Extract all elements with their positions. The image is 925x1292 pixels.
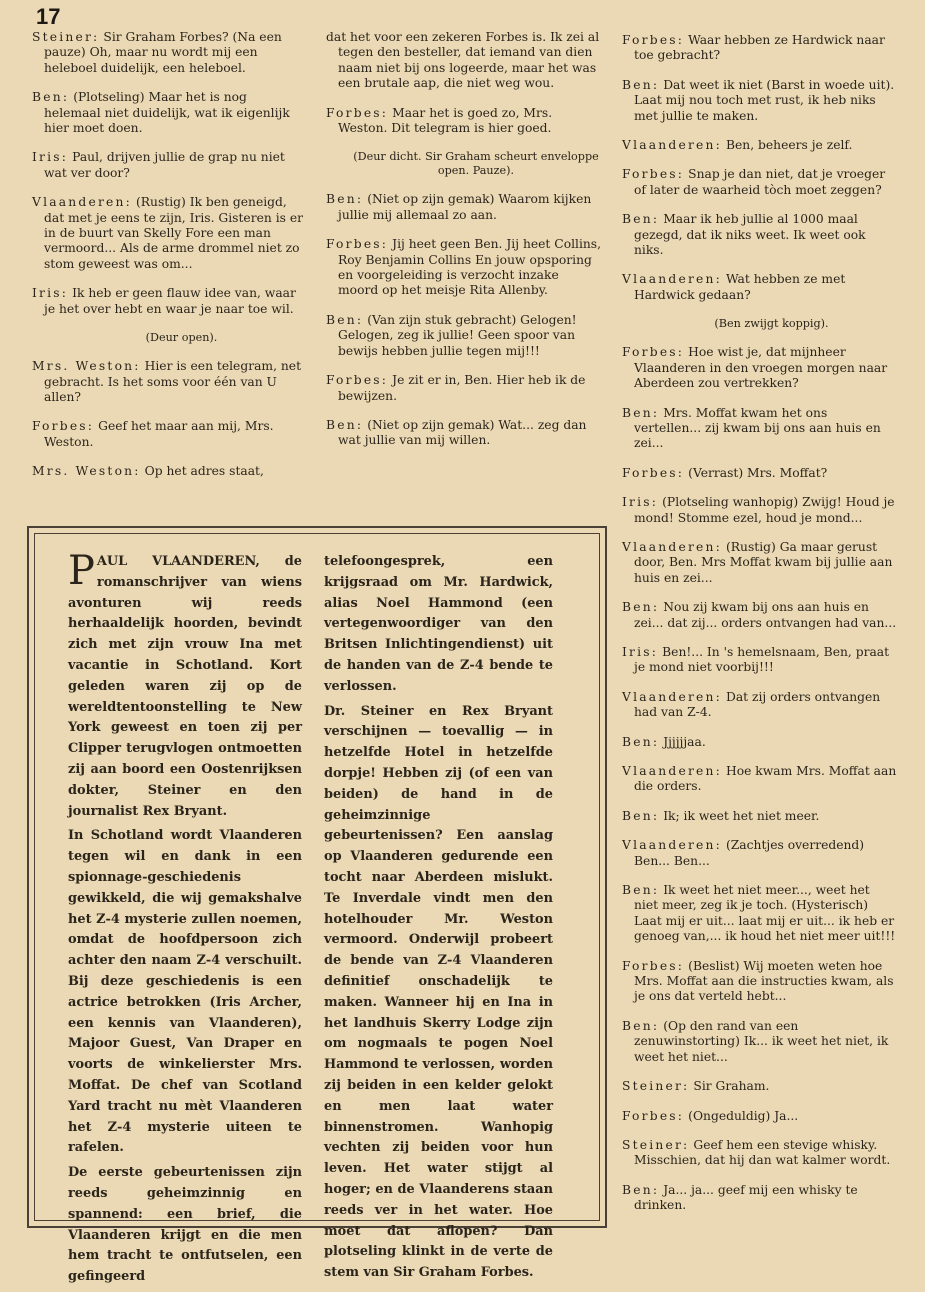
- script-column-3: [622, 33, 897, 1228]
- speaker-name: Vlaanderen:: [622, 272, 722, 287]
- dialogue-text: Geef het maar aan mij, Mrs. Weston.: [44, 419, 274, 449]
- dialogue-line: [32, 419, 307, 450]
- speaker-name: Vlaanderen:: [622, 689, 722, 704]
- speaker-name: Mrs. Weston:: [32, 359, 141, 374]
- dialogue-text: Snap je dan niet, dat je vroeger of later de waarheid tòch moet zeggen?: [634, 167, 886, 197]
- speaker-name: Forbes:: [326, 237, 389, 252]
- dialogue-text: (Rustig) Ik ben geneigd, dat met je eens te zijn, Iris. Gisteren is er in de buurt van Skelly Fore een man vermoord... Als de arme drommel niet zo stom geweest was om...: [44, 195, 303, 271]
- dialogue-line: [326, 30, 602, 92]
- dialogue-text: Paul, drijven jullie de grap nu niet wat ver door?: [44, 150, 285, 180]
- synopsis-column-2: [324, 552, 553, 1288]
- dialogue-line: [622, 345, 897, 391]
- dialogue-text: Ben, beheers je zelf.: [725, 138, 853, 153]
- stage-direction: (Ben zwijgt koppig).: [714, 317, 829, 331]
- synopsis-text: Dr. Steiner en Rex Bryant verschijnen — toevallig — in hetzelfde Hotel in hetzelfde dorpje! Hebben zij (of een van beiden) de hand in de geheimzinnige gebeurtenissen? Een aanslag op Vlaanderen gedurende een tocht naar Aberdeen mislukt. Te Inverdale vindt men den hotelhouder Mr. Weston vermoord. Onderwijl probeert de bende van Z-4 Vlaanderen definitief onschadelijk te maken. Wanneer hij en Ina in het landhuis Skerry Lodge zijn om nogmaals te pogen Noel Hammond te verlossen, worden zij beiden in een kelder gelokt en men laat water binnenstromen. Wanhopig vechten zij beiden voor hun leven. Het water stijgt al hoger; en de Vlaanderens staan reeds ver in het water. Hoe moet dat aflopen? Dan plotseling klinkt in de verte de stem van Sir Graham Forbes.: [324, 703, 553, 1281]
- speaker-name: Iris:: [32, 150, 69, 165]
- dialogue-text: (Plotseling wanhopig) Zwijg! Houd je mond! Stomme ezel, houd je mond...: [634, 495, 895, 525]
- speaker-name: Vlaanderen:: [622, 838, 722, 853]
- dialogue-text: Waar hebben ze Hardwick naar toe gebracht?: [634, 33, 885, 63]
- dialogue-text: Wat hebben ze met Hardwick gedaan?: [634, 272, 846, 302]
- dialogue-text: Maar ik heb jullie al 1000 maal gezegd, dat ik niks weet. Ik weet ook niks.: [634, 212, 866, 258]
- dialogue-text: Maar het is goed zo, Mrs. Weston. Dit telegram is hier goed.: [338, 105, 553, 136]
- synopsis-text: telefoongesprek, een krijgsraad om Mr. Hardwick, alias Noel Hammond (een vertegenwoordiger van den Britsen Inlichtingendienst) uit de handen van de Z-4 bende te verlossen.: [324, 554, 553, 694]
- dialogue-line: [622, 406, 897, 452]
- dialogue-text: Op het adres staat,: [144, 464, 264, 479]
- speaker-name: Ben:: [622, 734, 660, 749]
- dialogue-line: [622, 495, 897, 526]
- script-column-2: [326, 30, 602, 463]
- dialogue-line: [622, 33, 897, 64]
- dialogue-line: [622, 540, 897, 586]
- synopsis-paragraph: [324, 702, 553, 1284]
- dialogue-text: Sir Graham.: [693, 1079, 770, 1094]
- dialogue-line: [622, 1079, 897, 1094]
- dialogue-line: [326, 418, 602, 449]
- speaker-name: Ben:: [622, 883, 660, 898]
- page-number: 17: [36, 4, 61, 29]
- dialogue-line: [622, 883, 897, 945]
- dialogue-line: [622, 78, 897, 124]
- dialogue-line: [326, 192, 602, 223]
- dialogue-line: [622, 1138, 897, 1169]
- speaker-name: Forbes:: [326, 105, 389, 120]
- dialogue-text: (Niet op zijn gemak) Wat... zeg dan wat jullie van mij willen.: [338, 417, 587, 448]
- dialogue-text: Jjjjjjaa.: [663, 734, 706, 749]
- speaker-name: Mrs. Weston:: [32, 464, 141, 479]
- dialogue-line: [32, 464, 307, 479]
- speaker-name: Forbes:: [622, 33, 685, 47]
- dialogue-text: Mrs. Moffat kwam het ons vertellen... zij kwam bij ons aan huis en zei...: [634, 405, 881, 451]
- dialogue-text: (Op den rand van een zenuwinstorting) Ik... ik weet het niet, ik weet het niet...: [634, 1018, 889, 1064]
- dialogue-text: Ik heb er geen flauw idee van, waar je het over hebt en waar je naar toe wil.: [44, 286, 296, 316]
- speaker-name: Ben:: [622, 808, 660, 823]
- dialogue-text: (Niet op zijn gemak) Waarom kijken jullie mij allemaal zo aan.: [338, 192, 592, 222]
- synopsis-paragraph: [68, 826, 302, 1159]
- dialogue-text: (Zachtjes overredend) Ben... Ben...: [634, 838, 865, 868]
- stage-direction: (Deur dicht. Sir Graham scheurt enveloppe open. Pauze).: [353, 150, 599, 178]
- dialogue-line: [622, 600, 897, 631]
- dialogue-text: Sir Graham Forbes? (Na een pauze) Oh, maar nu wordt mij een heleboel duidelijk, een heleboel.: [44, 30, 282, 75]
- dialogue-line: [622, 809, 897, 824]
- dialogue-line: [32, 195, 307, 272]
- dialogue-line: [622, 1019, 897, 1065]
- synopsis-column-1: [68, 548, 302, 1292]
- dialogue-line: [622, 1183, 897, 1214]
- dialogue-text: Ik; ik weet het niet meer.: [663, 808, 820, 823]
- dialogue-text: Hier is een telegram, net gebracht. Is het soms voor één van U allen?: [44, 359, 302, 404]
- dialogue-text: (Beslist) Wij moeten weten hoe Mrs. Moffat aan die instructies kwam, als je ons dat verteld hebt...: [634, 958, 894, 1004]
- dialogue-line: [622, 690, 897, 721]
- speaker-name: Vlaanderen:: [622, 539, 722, 554]
- speaker-name: Forbes:: [32, 419, 95, 434]
- speaker-name: Ben:: [622, 405, 660, 420]
- speaker-name: Ben:: [622, 1182, 660, 1197]
- speaker-name: Ben:: [622, 600, 660, 615]
- speaker-name: Vlaanderen:: [622, 764, 722, 778]
- speaker-name: Vlaanderen:: [32, 195, 132, 210]
- stage-direction: (Deur open).: [145, 331, 218, 345]
- dialogue-text: Dat zij orders ontvangen had van Z-4.: [634, 689, 881, 720]
- dialogue-line: [32, 359, 307, 405]
- dialogue-text: Dat weet ik niet (Barst in woede uit). Laat mij nou toch met rust, ik heb niks met jullie te maken.: [634, 77, 895, 123]
- speaker-name: Forbes:: [622, 345, 685, 360]
- synopsis-paragraph: [324, 552, 553, 698]
- dialogue-text: Hoe kwam Mrs. Moffat aan die orders.: [634, 764, 897, 794]
- dialogue-text: Ja... ja... geef mij een whisky te drinken.: [634, 1182, 858, 1213]
- speaker-name: Ben:: [326, 417, 364, 432]
- speaker-name: Steiner:: [622, 1079, 690, 1094]
- speaker-name: Ben:: [622, 212, 660, 227]
- speaker-name: Forbes:: [622, 958, 685, 973]
- speaker-name: Ben:: [326, 192, 364, 207]
- synopsis-paragraph: [68, 1163, 302, 1288]
- speaker-name: Ben:: [622, 77, 660, 92]
- speaker-name: Forbes:: [622, 465, 685, 480]
- dialogue-text: (Ongeduldig) Ja...: [688, 1108, 799, 1123]
- speaker-name: Steiner:: [32, 30, 100, 44]
- drop-cap: P: [68, 548, 95, 594]
- dialogue-line: [622, 838, 897, 869]
- dialogue-text: Geef hem een stevige whisky. Misschien, dat hij dan wat kalmer wordt.: [634, 1137, 891, 1168]
- script-column-1: [32, 30, 307, 494]
- speaker-name: Iris:: [622, 644, 659, 659]
- synopsis-text: De eerste gebeurtenissen zijn reeds geheimzinnig en spannend: een brief, die Vlaanderen krijgt en die men hem tracht te ontfutselen, een gefingeerd: [68, 1165, 302, 1285]
- dialogue-line: [326, 373, 602, 404]
- speaker-name: Vlaanderen:: [622, 138, 722, 153]
- synopsis-text: In Schotland wordt Vlaanderen tegen wil en dank in een spionnage-geschiedenis gewikkeld, die wij gemakshalve het Z-4 mysterie zullen noemen, omdat de hoofdpersoon zich achter den naam Z-4 verschuilt. Bij deze geschiedenis is een actrice betrokken (Iris Archer, een kennis van Vlaanderen), Majoor Guest, Van Draper en voorts de winkelierster Mrs. Moffat. De chef van Scotland Yard tracht nu mèt Vlaanderen het Z-4 mysterie uiteen te rafelen.: [68, 828, 302, 1156]
- speaker-name: Forbes:: [326, 373, 389, 388]
- speaker-name: Ben:: [326, 312, 364, 327]
- dialogue-text: Nou zij kwam bij ons aan huis en zei... dat zij... orders ontvangen had van...: [634, 600, 897, 630]
- speaker-name: Ben:: [622, 1018, 660, 1033]
- speaker-name: Steiner:: [622, 1137, 690, 1152]
- dialogue-line: [622, 212, 897, 258]
- dialogue-line: [326, 237, 602, 299]
- dialogue-line: [622, 272, 897, 303]
- dialogue-text: Ben!... In 's hemelsnaam, Ben, praat je mond niet voorbij!!!: [634, 644, 890, 675]
- dialogue-text: (Verrast) Mrs. Moffat?: [688, 465, 828, 480]
- speaker-name: Iris:: [622, 495, 659, 510]
- synopsis-text: AUL VLAANDEREN, de romanschrijver van wiens avonturen wij reeds herhaaldelijk hoorden, bevindt zich met zijn vrouw Ina met vacantie in Schotland. Kort geleden waren zij op de wereldtentoonstelling te New York geweest en toen zij per Clipper terugvlogen ontmoetten zij aan boord een Oostenrijksen dokter, Steiner en den journalist Rex Bryant.: [68, 554, 302, 819]
- dialogue-text: (Plotseling) Maar het is nog helemaal niet duidelijk, wat ik eigenlijk hier moet doen.: [44, 90, 290, 136]
- dialogue-line: [622, 1109, 897, 1124]
- dialogue-line: [32, 150, 307, 181]
- dialogue-line: [32, 30, 307, 76]
- dialogue-text: Hoe wist je, dat mijnheer Vlaanderen in den vroegen morgen naar Aberdeen zou vertrekken?: [634, 345, 888, 391]
- dialogue-text: Je zit er in, Ben. Hier heb ik de bewijzen.: [338, 373, 586, 403]
- dialogue-line: [622, 735, 897, 750]
- dialogue-line: [622, 959, 897, 1005]
- speaker-name: Forbes:: [622, 167, 685, 182]
- dialogue-line: [32, 90, 307, 136]
- dialogue-line: [326, 106, 602, 137]
- dialogue-line: [622, 167, 897, 198]
- dialogue-text: Ik weet het niet meer..., weet het niet meer, zeg ik je toch. (Hysterisch) Laat mij er uit... laat mij er uit... ik heb er genoeg van,... ik houd het niet meer uit!!!: [634, 883, 896, 944]
- dialogue-line: [622, 764, 897, 795]
- dialogue-line: [622, 466, 897, 481]
- dialogue-text: dat het voor een zekeren Forbes is. Ik zei al tegen den besteller, dat iemand van dien naam niet bij ons logeerde, maar het was een brutale aap, die niet weg wou.: [326, 30, 600, 91]
- dialogue-text: (Van zijn stuk gebracht) Gelogen! Gelogen, zeg ik jullie! Geen spoor van bewijs hebben jullie tegen mij!!!: [338, 312, 577, 358]
- speaker-name: Ben:: [32, 90, 70, 105]
- speaker-name: Iris:: [32, 286, 69, 301]
- dialogue-line: [622, 138, 897, 153]
- dialogue-line: [32, 286, 307, 317]
- dialogue-line: [326, 313, 602, 359]
- dialogue-text: Jij heet geen Ben. Jij heet Collins, Roy Benjamin Collins En jouw opsporing en voorgeleiding is verzocht inzake moord op het meisje Rita Allenby.: [338, 237, 602, 298]
- speaker-name: Forbes:: [622, 1108, 685, 1123]
- dialogue-text: (Rustig) Ga maar gerust door, Ben. Mrs Moffat kwam bij jullie aan huis en zei...: [634, 539, 893, 585]
- dialogue-line: [622, 645, 897, 676]
- synopsis-paragraph: [68, 548, 302, 822]
